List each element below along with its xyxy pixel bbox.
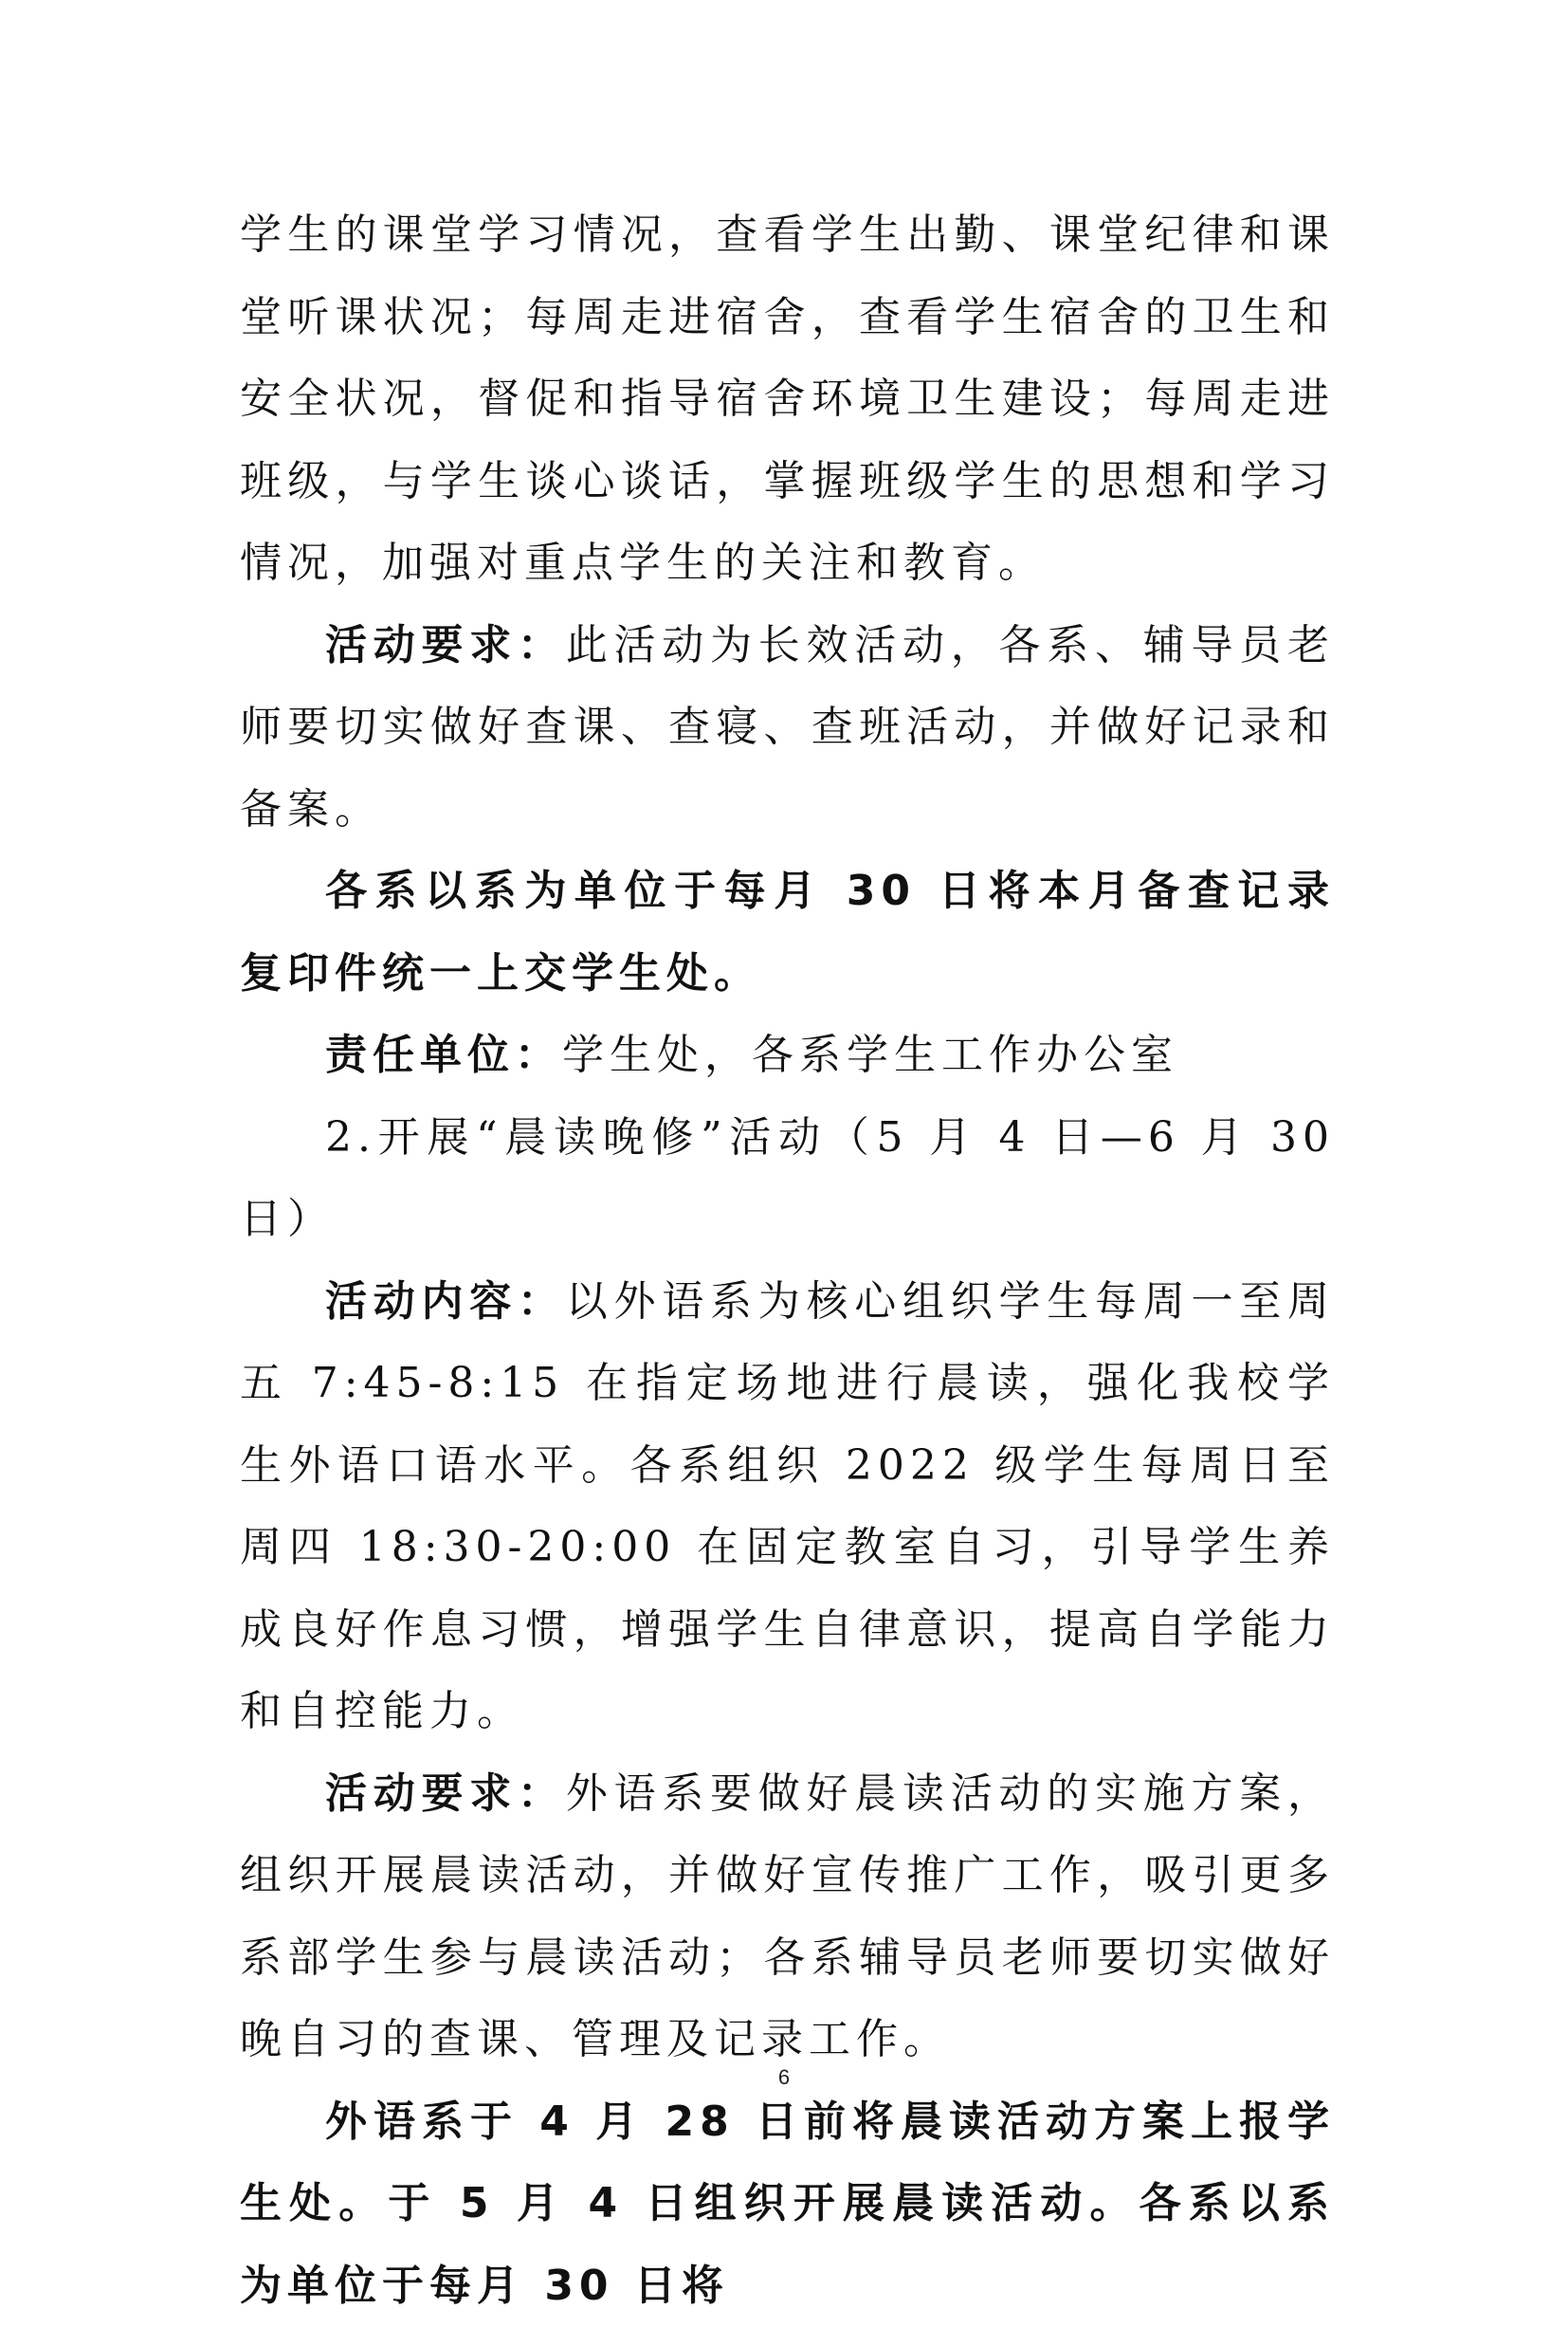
paragraph-lead: 活动要求： bbox=[325, 621, 566, 669]
section-heading bbox=[240, 1097, 1335, 1261]
paragraph-text: 外语系于 4 月 28 日前将晨读活动方案上报学生处。于 5 月 4 日组织开展晨读活动。各系以系为单位于每月 30 日将 bbox=[240, 2098, 1335, 2310]
paragraph-text: 以外语系为核心组织学生每周一至周五 7:45-8:15 在指定场地进行晨读，强化我校学生外语口语水平。各系组织 2022 级学生每周日至周四 18:30-20:00 在固定教室自习，引导学生养成良好作息习惯，增强学生自律意识，提高自学能力和自控能力。 bbox=[240, 1277, 1335, 1736]
paragraph-responsible-unit bbox=[240, 1015, 1335, 1097]
paragraph-activity-requirement-2 bbox=[240, 1753, 1335, 2081]
page-number: 6 bbox=[0, 2065, 1568, 2090]
paragraph-text: 外语系要做好晨读活动的实施方案，组织开展晨读活动，并做好宣传推广工作，吸引更多系部学生参与晨读活动；各系辅导员老师要切实做好晚自习的查课、管理及记录工作。 bbox=[240, 1769, 1335, 2064]
paragraph-schedule-note bbox=[240, 2081, 1335, 2327]
paragraph-text: 学生处，各系学生工作办公室 bbox=[562, 1031, 1178, 1079]
paragraph-continuation bbox=[240, 194, 1335, 605]
paragraph-lead: 活动要求： bbox=[325, 1769, 566, 1818]
paragraph-lead: 活动内容： bbox=[325, 1277, 566, 1326]
paragraph-activity-requirement bbox=[240, 605, 1335, 852]
paragraph-activity-content bbox=[240, 1261, 1335, 1753]
paragraph-submission-note bbox=[240, 851, 1335, 1015]
body-text bbox=[240, 194, 1335, 2327]
paragraph-text: 学生的课堂学习情况，查看学生出勤、课堂纪律和课堂听课状况；每周走进宿舍，查看学生宿舍的卫生和安全状况，督促和指导宿舍环境卫生建设；每周走进班级，与学生谈心谈话，掌握班级学生的思想和学习情况，加强对重点学生的关注和教育。 bbox=[240, 211, 1335, 587]
section-heading-text: 2.开展“晨读晚修”活动（5 月 4 日—6 月 30 日） bbox=[240, 1113, 1335, 1244]
paragraph-text: 各系以系为单位于每月 30 日将本月备查记录复印件统一上交学生处。 bbox=[240, 867, 1335, 998]
paragraph-lead: 责任单位： bbox=[325, 1031, 562, 1079]
paragraph-text: 此活动为长效活动，各系、辅导员老师要切实做好查课、查寝、查班活动，并做好记录和备案。 bbox=[240, 621, 1335, 834]
